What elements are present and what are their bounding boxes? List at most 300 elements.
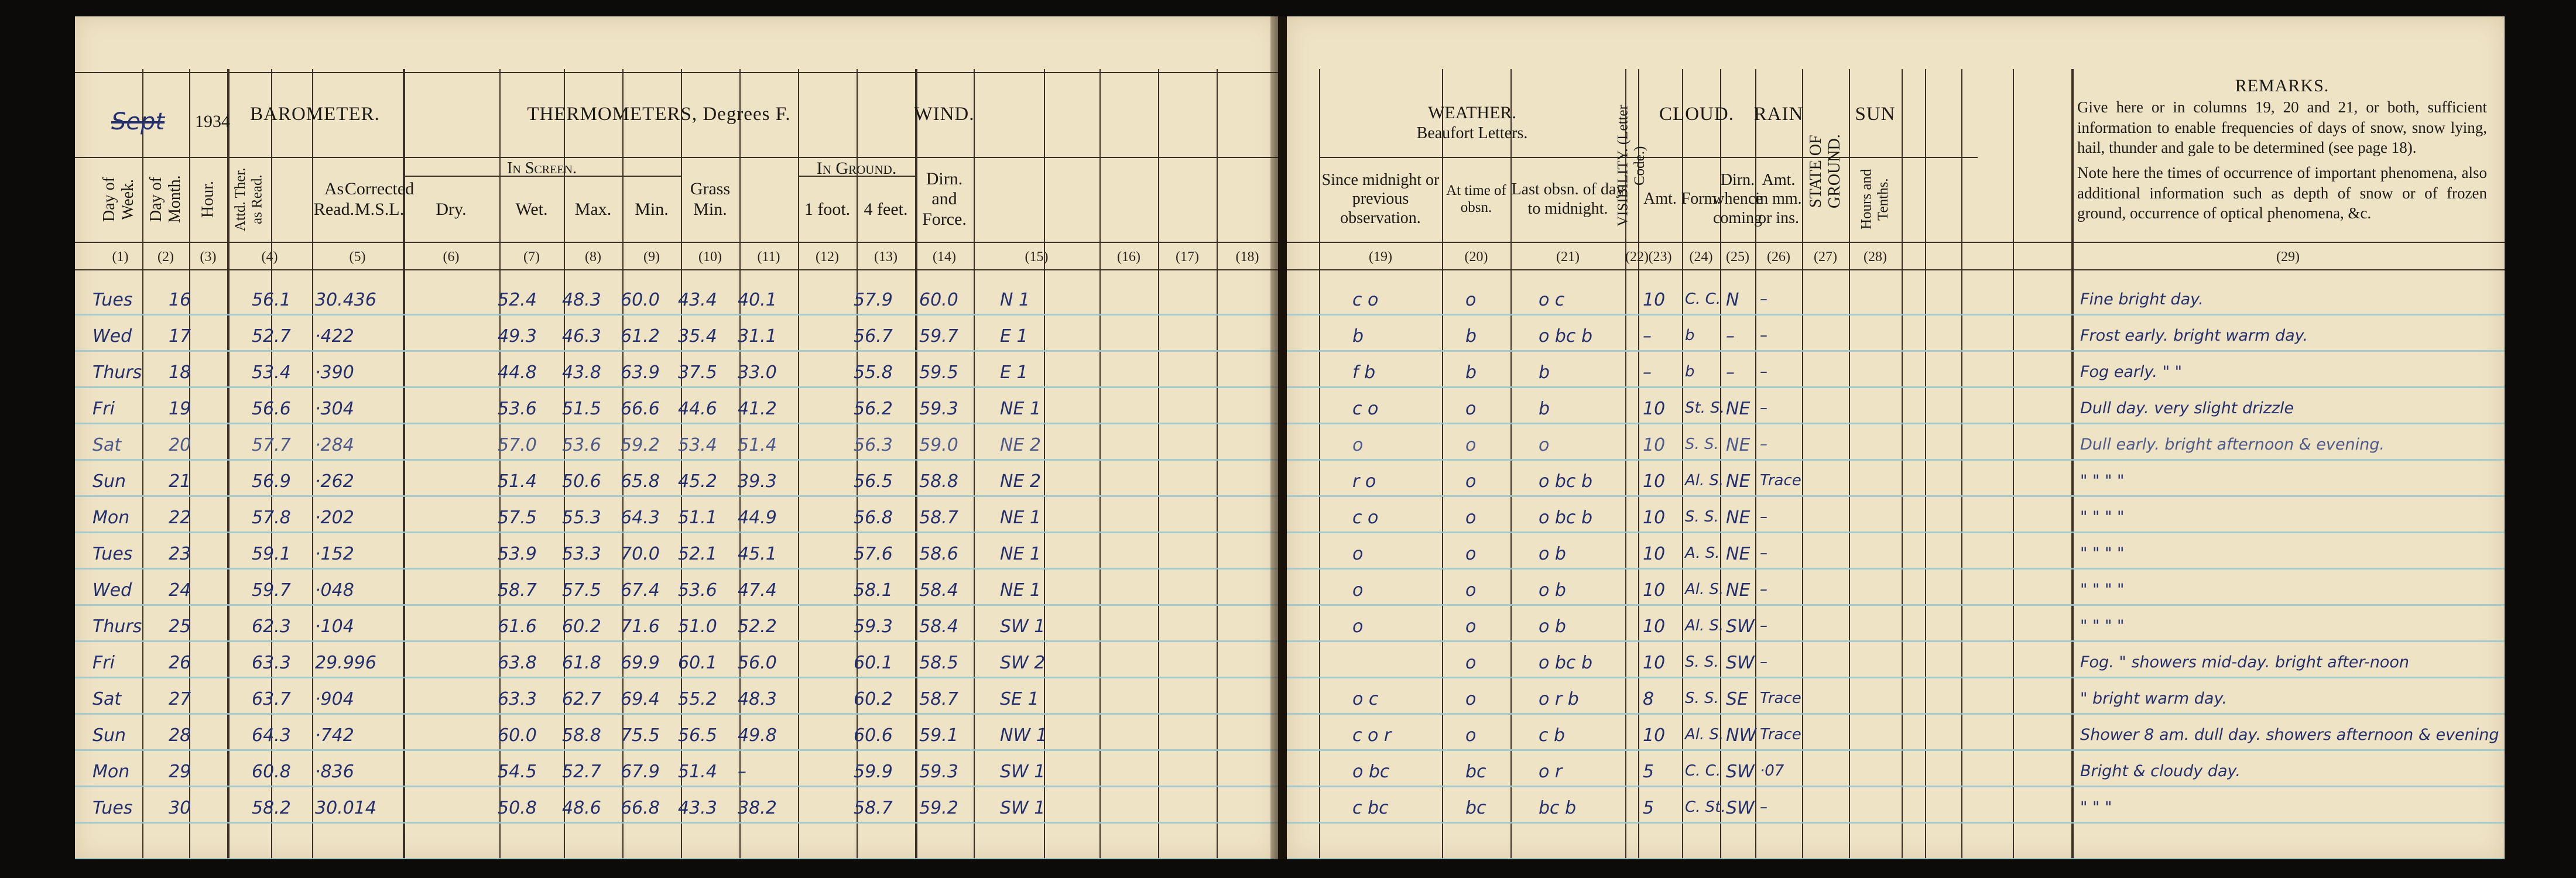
min-temp-cell: 60.1 — [678, 653, 717, 673]
one-foot-header: 1 foot. — [804, 199, 851, 219]
attd-ther-cell: 59.7 — [252, 580, 291, 601]
wet-bulb-cell: 46.3 — [562, 326, 601, 347]
cloud-direction-cell: SE — [1726, 689, 1748, 709]
grass-min-cell: 39.3 — [738, 471, 777, 492]
remarks-cell: Bright & cloudy day. — [2080, 762, 2241, 780]
ruled-line — [75, 677, 1278, 678]
wind-cell: SW 1 — [1000, 798, 1046, 818]
last-obsn-cell: o b — [1539, 580, 1566, 601]
last-obsn-cell: o bc b — [1539, 326, 1593, 347]
ground-1ft-cell: 60.6 — [854, 725, 893, 746]
day-of-week-cell: Tues — [93, 290, 133, 310]
wind-cell: NE 2 — [1000, 435, 1042, 455]
remarks-cell: " bright warm day. — [2080, 690, 2227, 708]
ruled-line — [1287, 314, 2505, 315]
day-of-week-cell: Mon — [93, 762, 130, 782]
wet-bulb-cell: 57.5 — [562, 580, 601, 601]
ruled-line — [1287, 640, 2505, 642]
grass-min-cell: 31.1 — [738, 326, 777, 347]
wet-bulb-cell: 58.8 — [562, 725, 601, 746]
since-midnight-cell: o — [1352, 580, 1364, 601]
amt-mm-header: Amt. in mm. or ins. — [1755, 171, 1802, 227]
wet-bulb-cell: 60.2 — [562, 616, 601, 637]
barometer-cell: 30.436 — [315, 290, 376, 310]
weather-header: WEATHER. — [1428, 102, 1516, 122]
ground-1ft-cell: 60.1 — [854, 653, 893, 673]
remarks-cell: " " " " — [2080, 472, 2125, 490]
cloud-direction-cell: SW — [1726, 762, 1755, 782]
visibility-header: VISIBILITY. (Letter Code.) — [1615, 105, 1647, 227]
ruled-line — [1287, 749, 2505, 751]
max-temp-cell: 66.6 — [621, 399, 660, 419]
ground-1ft-cell: 57.9 — [854, 290, 893, 310]
cloud-form-cell: S. S. — [1685, 653, 1719, 671]
remarks-cell: " " " " — [2080, 508, 2125, 526]
at-time-cell: o — [1465, 580, 1477, 601]
ground-4ft-cell: 59.0 — [919, 435, 958, 455]
cloud-form-cell: b — [1685, 363, 1695, 380]
min-temp-cell: 51.1 — [678, 507, 717, 528]
wet-bulb-cell: 52.7 — [562, 762, 601, 782]
max-temp-cell: 67.9 — [621, 762, 660, 782]
at-time-cell: bc — [1465, 762, 1486, 782]
ground-1ft-cell: 56.5 — [854, 471, 893, 492]
barometer-cell: ·390 — [315, 362, 354, 383]
wind-cell: SE 1 — [1000, 689, 1039, 709]
barometer-cell: ·202 — [315, 507, 354, 528]
left-column-number: (1) — [112, 249, 129, 265]
day-of-month-cell: 18 — [169, 362, 191, 383]
barometer-cell: ·742 — [315, 725, 354, 746]
min-temp-cell: 53.6 — [678, 580, 717, 601]
last-obsn-cell: bc b — [1539, 798, 1577, 818]
remarks-cell: " " " " — [2080, 617, 2125, 635]
ruled-line — [75, 640, 1278, 642]
cloud-amount-cell: 5 — [1643, 762, 1654, 782]
max-temp-cell: 66.8 — [621, 798, 660, 818]
max-temp-cell: 69.9 — [621, 653, 660, 673]
min-temp-cell: 43.3 — [678, 798, 717, 818]
ground-4ft-cell: 60.0 — [919, 290, 958, 310]
cloud-form-cell: C. C. — [1685, 762, 1721, 780]
ruled-line — [1287, 677, 2505, 678]
wind-cell: E 1 — [1000, 326, 1028, 347]
right-column-number: (27) — [1814, 249, 1837, 265]
cloud-direction-cell: NE — [1726, 507, 1751, 528]
barometer-cell: ·048 — [315, 580, 354, 601]
rain-amount-cell: Trace — [1760, 472, 1801, 489]
ground-4ft-cell: 58.7 — [919, 507, 958, 528]
column-divider — [1902, 69, 1903, 859]
barometer-cell: 29.996 — [315, 653, 376, 673]
max-temp-cell: 65.8 — [621, 471, 660, 492]
beaufort-header: Beaufort Letters. — [1416, 124, 1528, 142]
right-page — [1287, 16, 2505, 859]
wet-bulb-cell: 62.7 — [562, 689, 601, 709]
rain-amount-cell: – — [1760, 327, 1767, 344]
ruled-line — [1287, 495, 2505, 497]
dry-bulb-cell: 54.5 — [498, 762, 537, 782]
day-of-week-cell: Mon — [93, 507, 130, 528]
rain-amount-cell: – — [1760, 363, 1767, 380]
at-time-cell: o — [1465, 725, 1477, 746]
wet-bulb-cell: 48.3 — [562, 290, 601, 310]
attd-ther-header: Attd. Ther. as Read. — [232, 167, 265, 231]
rain-header: RAIN — [1753, 103, 1804, 125]
right-column-number: (23) — [1648, 249, 1672, 265]
cloud-amount-cell: 10 — [1643, 544, 1666, 564]
day-of-month-cell: 23 — [169, 544, 191, 564]
max-temp-cell: 67.4 — [621, 580, 660, 601]
max-temp-cell: 61.2 — [621, 326, 660, 347]
day-of-week-cell: Sat — [93, 435, 122, 455]
ground-1ft-cell: 56.3 — [854, 435, 893, 455]
column-divider — [1217, 69, 1218, 859]
state-ground-header: STATE OF GROUND. — [1806, 134, 1844, 209]
column-divider — [1158, 69, 1159, 859]
attd-ther-cell: 52.7 — [252, 326, 291, 347]
remarks-note: Note here the times of occurrence of important phenomena, also additional information such as depth of snow or of frozen ground, occurrence of optical phenomena, &c. — [2077, 164, 2487, 222]
attd-ther-cell: 63.3 — [252, 653, 291, 673]
dry-header: Dry. — [436, 199, 467, 219]
day-of-month-cell: 26 — [169, 653, 191, 673]
at-time-cell: bc — [1465, 798, 1486, 818]
rain-amount-cell: – — [1760, 435, 1767, 453]
cloud-amount-cell: – — [1643, 326, 1652, 347]
subheader-rule — [75, 157, 1278, 158]
cloud-form-cell: S. S. — [1685, 508, 1719, 526]
day-of-month-cell: 24 — [169, 580, 191, 601]
cloud-form-cell: S. S. — [1685, 690, 1719, 707]
max-temp-cell: 60.0 — [621, 290, 660, 310]
cloud-form-cell: Al. S. — [1685, 726, 1724, 743]
ground-4ft-cell: 58.8 — [919, 471, 958, 492]
cloud-amount-cell: 10 — [1643, 653, 1666, 673]
ground-4ft-cell: 58.4 — [919, 580, 958, 601]
remarks-rule — [2071, 242, 2505, 243]
ruled-line — [1287, 350, 2505, 352]
right-column-number: (21) — [1556, 249, 1580, 265]
left-column-number: (14) — [933, 249, 956, 265]
dry-bulb-cell: 60.0 — [498, 725, 537, 746]
right-column-number: (28) — [1864, 249, 1887, 265]
day-of-week-cell: Wed — [93, 580, 132, 601]
rain-amount-cell: – — [1760, 581, 1767, 598]
attd-ther-cell: 64.3 — [252, 725, 291, 746]
cloud-direction-cell: NE — [1726, 471, 1751, 492]
ground-4ft-cell: 59.7 — [919, 326, 958, 347]
remarks-cell: " " " " — [2080, 581, 2125, 599]
day-of-week-cell: Wed — [93, 326, 132, 347]
colnum-rule — [75, 269, 1278, 270]
since-midnight-header: Since midnight or previous observation. — [1321, 171, 1440, 227]
min-temp-cell: 52.1 — [678, 544, 717, 564]
max-temp-cell: 59.2 — [621, 435, 660, 455]
cloud-direction-cell: NE — [1726, 399, 1751, 419]
since-midnight-cell: o — [1352, 544, 1364, 564]
attd-ther-cell: 57.7 — [252, 435, 291, 455]
cloud-amount-cell: – — [1643, 362, 1652, 383]
left-column-number: (9) — [643, 249, 660, 265]
attd-ther-cell: 56.9 — [252, 471, 291, 492]
day-of-week-cell: Tues — [93, 798, 133, 818]
ruled-line — [1287, 386, 2505, 388]
day-of-month-header: Day of Month. — [146, 175, 184, 224]
ruled-line — [75, 531, 1278, 533]
as-read-header: As Read. — [313, 179, 355, 219]
grass-min-cell: 38.2 — [738, 798, 777, 818]
since-midnight-cell: o — [1352, 435, 1364, 455]
left-column-number: (2) — [157, 249, 174, 265]
hours-tenths-header: Hours and Tenths. — [1858, 169, 1891, 230]
day-of-month-cell: 21 — [169, 471, 191, 492]
barometer-cell: ·152 — [315, 544, 354, 564]
ground-1ft-cell: 59.3 — [854, 616, 893, 637]
last-obsn-cell: o c — [1539, 290, 1565, 310]
cloud-form-cell: C. C. — [1685, 290, 1721, 308]
remarks-cell: Dull day. very slight drizzle — [2080, 399, 2294, 417]
ruled-line — [75, 495, 1278, 497]
ruled-line — [75, 459, 1278, 461]
column-divider — [1961, 69, 1962, 859]
attd-ther-cell: 57.8 — [252, 507, 291, 528]
barometer-cell: ·262 — [315, 471, 354, 492]
last-obsn-cell: b — [1539, 399, 1550, 419]
attd-ther-cell: 62.3 — [252, 616, 291, 637]
remarks-cell: Fine bright day. — [2080, 290, 2204, 308]
wet-bulb-cell: 53.6 — [562, 435, 601, 455]
ground-4ft-cell: 58.7 — [919, 689, 958, 709]
column-divider — [2013, 69, 2014, 859]
since-midnight-cell: o bc — [1352, 762, 1390, 782]
rain-amount-cell: – — [1760, 617, 1767, 635]
day-of-month-cell: 28 — [169, 725, 191, 746]
rain-amount-cell: – — [1760, 653, 1767, 671]
barometer-cell: ·284 — [315, 435, 354, 455]
ruled-line — [75, 713, 1278, 715]
left-column-number: (7) — [523, 249, 540, 265]
four-feet-header: 4 feet. — [864, 199, 908, 219]
at-time-header: At time of obsn. — [1446, 182, 1506, 215]
cloud-form-cell: S. S. — [1685, 435, 1719, 453]
since-midnight-cell: o — [1352, 616, 1364, 637]
wind-cell: SW 2 — [1000, 653, 1046, 673]
barometer-cell: ·104 — [315, 616, 354, 637]
grass-min-header: Grass Min. — [690, 179, 731, 219]
form-header: Form. — [1681, 190, 1721, 208]
month-label: Sept — [111, 108, 165, 135]
last-obsn-cell: c b — [1539, 725, 1566, 746]
ruled-line — [75, 749, 1278, 751]
day-of-month-cell: 16 — [169, 290, 191, 310]
last-obsn-cell: o r — [1539, 762, 1563, 782]
right-column-number: (29) — [2276, 249, 2300, 265]
last-obsn-cell: o r b — [1539, 689, 1579, 709]
day-of-month-cell: 22 — [169, 507, 191, 528]
cloud-form-cell: St. S. — [1685, 399, 1725, 417]
dry-bulb-cell: 51.4 — [498, 471, 537, 492]
max-temp-cell: 71.6 — [621, 616, 660, 637]
wet-bulb-cell: 53.3 — [562, 544, 601, 564]
attd-ther-cell: 63.7 — [252, 689, 291, 709]
wind-cell: NE 1 — [1000, 399, 1042, 419]
cloud-direction-cell: SW — [1726, 616, 1755, 637]
cloud-direction-cell: SW — [1726, 798, 1755, 818]
max-temp-cell: 69.4 — [621, 689, 660, 709]
right-column-number: (20) — [1464, 249, 1488, 265]
ground-1ft-cell: 55.8 — [854, 362, 893, 383]
since-midnight-cell: o c — [1352, 689, 1379, 709]
cloud-direction-cell: NE — [1726, 544, 1751, 564]
wet-bulb-cell: 48.6 — [562, 798, 601, 818]
remarks-cell: " " " " — [2080, 544, 2125, 563]
day-of-week-cell: Tues — [93, 544, 133, 564]
rain-amount-cell: Trace — [1760, 690, 1801, 707]
remarks-cell: Dull early. bright afternoon & evening. — [2080, 435, 2385, 454]
rain-amount-cell: – — [1760, 290, 1767, 308]
in-ground-header: In Ground. — [816, 158, 897, 178]
cloud-amount-cell: 10 — [1643, 471, 1666, 492]
remarks-cell: Fog. " showers mid-day. bright after-noon — [2080, 653, 2409, 671]
cloud-amount-cell: 10 — [1643, 616, 1666, 637]
day-of-week-header: Day of Week. — [100, 177, 137, 222]
grass-min-cell: 51.4 — [738, 435, 777, 455]
grass-min-cell: 40.1 — [738, 290, 777, 310]
grass-min-cell: 48.3 — [738, 689, 777, 709]
rain-amount-cell: – — [1760, 798, 1767, 816]
cloud-form-cell: b — [1685, 327, 1695, 344]
ground-1ft-cell: 56.2 — [854, 399, 893, 419]
wet-header: Wet. — [515, 199, 548, 219]
remarks-cell: Frost early. bright warm day. — [2080, 327, 2308, 345]
left-page — [75, 16, 1278, 859]
min-temp-cell: 53.4 — [678, 435, 717, 455]
left-column-number: (13) — [874, 249, 898, 265]
ruled-line — [1287, 822, 2505, 824]
ruled-line — [75, 604, 1278, 606]
cloud-direction-cell: NE — [1726, 435, 1751, 455]
colnum-rule — [1287, 269, 2505, 270]
max-temp-cell: 75.5 — [621, 725, 660, 746]
ground-4ft-cell: 58.5 — [919, 653, 958, 673]
day-of-week-cell: Fri — [93, 653, 115, 673]
since-midnight-cell: c o — [1352, 507, 1379, 528]
attd-ther-cell: 56.6 — [252, 399, 291, 419]
ground-1ft-cell: 58.7 — [854, 798, 893, 818]
at-time-cell: o — [1465, 653, 1477, 673]
ground-4ft-cell: 58.4 — [919, 616, 958, 637]
left-column-number: (15) — [1025, 249, 1049, 265]
cloud-direction-cell: – — [1726, 362, 1735, 383]
min-temp-cell: 43.4 — [678, 290, 717, 310]
at-time-cell: o — [1465, 435, 1477, 455]
dry-bulb-cell: 44.8 — [498, 362, 537, 383]
wind-cell: NE 1 — [1000, 507, 1042, 528]
since-midnight-cell: r o — [1352, 471, 1376, 492]
min-temp-cell: 44.6 — [678, 399, 717, 419]
attd-ther-cell: 60.8 — [252, 762, 291, 782]
left-column-number: (10) — [698, 249, 722, 265]
dry-bulb-cell: 53.9 — [498, 544, 537, 564]
right-column-number: (19) — [1369, 249, 1392, 265]
cloud-form-cell: C. St. — [1685, 798, 1726, 816]
ruled-line — [1287, 786, 2505, 787]
cloud-form-cell: A. S. — [1685, 544, 1720, 562]
header-bottom-rule — [75, 242, 1278, 243]
cloud-amount-cell: 5 — [1643, 798, 1654, 818]
cloud-amount-cell: 10 — [1643, 290, 1666, 310]
dry-bulb-cell: 57.5 — [498, 507, 537, 528]
ruled-line — [1287, 858, 2505, 859]
ground-4ft-cell: 58.6 — [919, 544, 958, 564]
since-midnight-cell: b — [1352, 326, 1364, 347]
barometer-cell: ·836 — [315, 762, 354, 782]
day-of-week-cell: Sat — [93, 689, 122, 709]
ruled-line — [75, 568, 1278, 570]
cloud-direction-cell: NE — [1726, 580, 1751, 601]
ground-4ft-cell: 59.5 — [919, 362, 958, 383]
since-midnight-cell: c bc — [1352, 798, 1389, 818]
day-of-month-cell: 25 — [169, 616, 191, 637]
dirn-whence-header: Dirn. whence coming — [1712, 171, 1763, 227]
at-time-cell: o — [1465, 507, 1477, 528]
rain-amount-cell: ·07 — [1760, 762, 1784, 780]
cloud-form-cell: Al. S. — [1685, 617, 1724, 635]
right-column-number: (25) — [1726, 249, 1749, 265]
at-time-cell: o — [1465, 616, 1477, 637]
wind-cell: SW 1 — [1000, 616, 1046, 637]
in-screen-header: In Screen. — [507, 159, 577, 177]
day-of-month-cell: 29 — [169, 762, 191, 782]
last-obsn-cell: o b — [1539, 616, 1566, 637]
ruled-line — [1287, 531, 2505, 533]
remarks-cell: Fog early. " " — [2080, 363, 2182, 381]
amt-header: Amt. — [1643, 190, 1677, 208]
ground-4ft-cell: 59.3 — [919, 399, 958, 419]
left-column-number: (8) — [585, 249, 601, 265]
ruled-line — [75, 314, 1278, 315]
cloud-amount-cell: 10 — [1643, 725, 1666, 746]
dirn-force-header: Dirn. and Force. — [922, 169, 967, 229]
min-temp-cell: 56.5 — [678, 725, 717, 746]
day-of-week-cell: Sun — [93, 471, 126, 492]
min-temp-cell: 51.4 — [678, 762, 717, 782]
wind-cell: NE 1 — [1000, 580, 1042, 601]
wet-bulb-cell: 61.8 — [562, 653, 601, 673]
last-obsn-cell: o bc b — [1539, 507, 1593, 528]
min-temp-cell: 55.2 — [678, 689, 717, 709]
cloud-direction-cell: – — [1726, 326, 1735, 347]
attd-ther-cell: 59.1 — [252, 544, 291, 564]
left-column-number: (11) — [757, 249, 780, 265]
min-temp-cell: 45.2 — [678, 471, 717, 492]
wind-cell: NE 2 — [1000, 471, 1042, 492]
barometer-cell: ·904 — [315, 689, 354, 709]
at-time-cell: b — [1465, 326, 1477, 347]
dry-bulb-cell: 50.8 — [498, 798, 537, 818]
left-column-number: (16) — [1117, 249, 1140, 265]
at-time-cell: b — [1465, 362, 1477, 383]
barometer-header: BAROMETER. — [250, 103, 380, 125]
grass-min-cell: 33.0 — [738, 362, 777, 383]
attd-ther-cell: 58.2 — [252, 798, 291, 818]
wind-header: WIND. — [914, 103, 975, 125]
wind-cell: N 1 — [1000, 290, 1030, 310]
column-divider — [1925, 69, 1926, 859]
min-temp-cell: 51.0 — [678, 616, 717, 637]
wet-bulb-cell: 50.6 — [562, 471, 601, 492]
rain-amount-cell: Trace — [1760, 726, 1801, 743]
